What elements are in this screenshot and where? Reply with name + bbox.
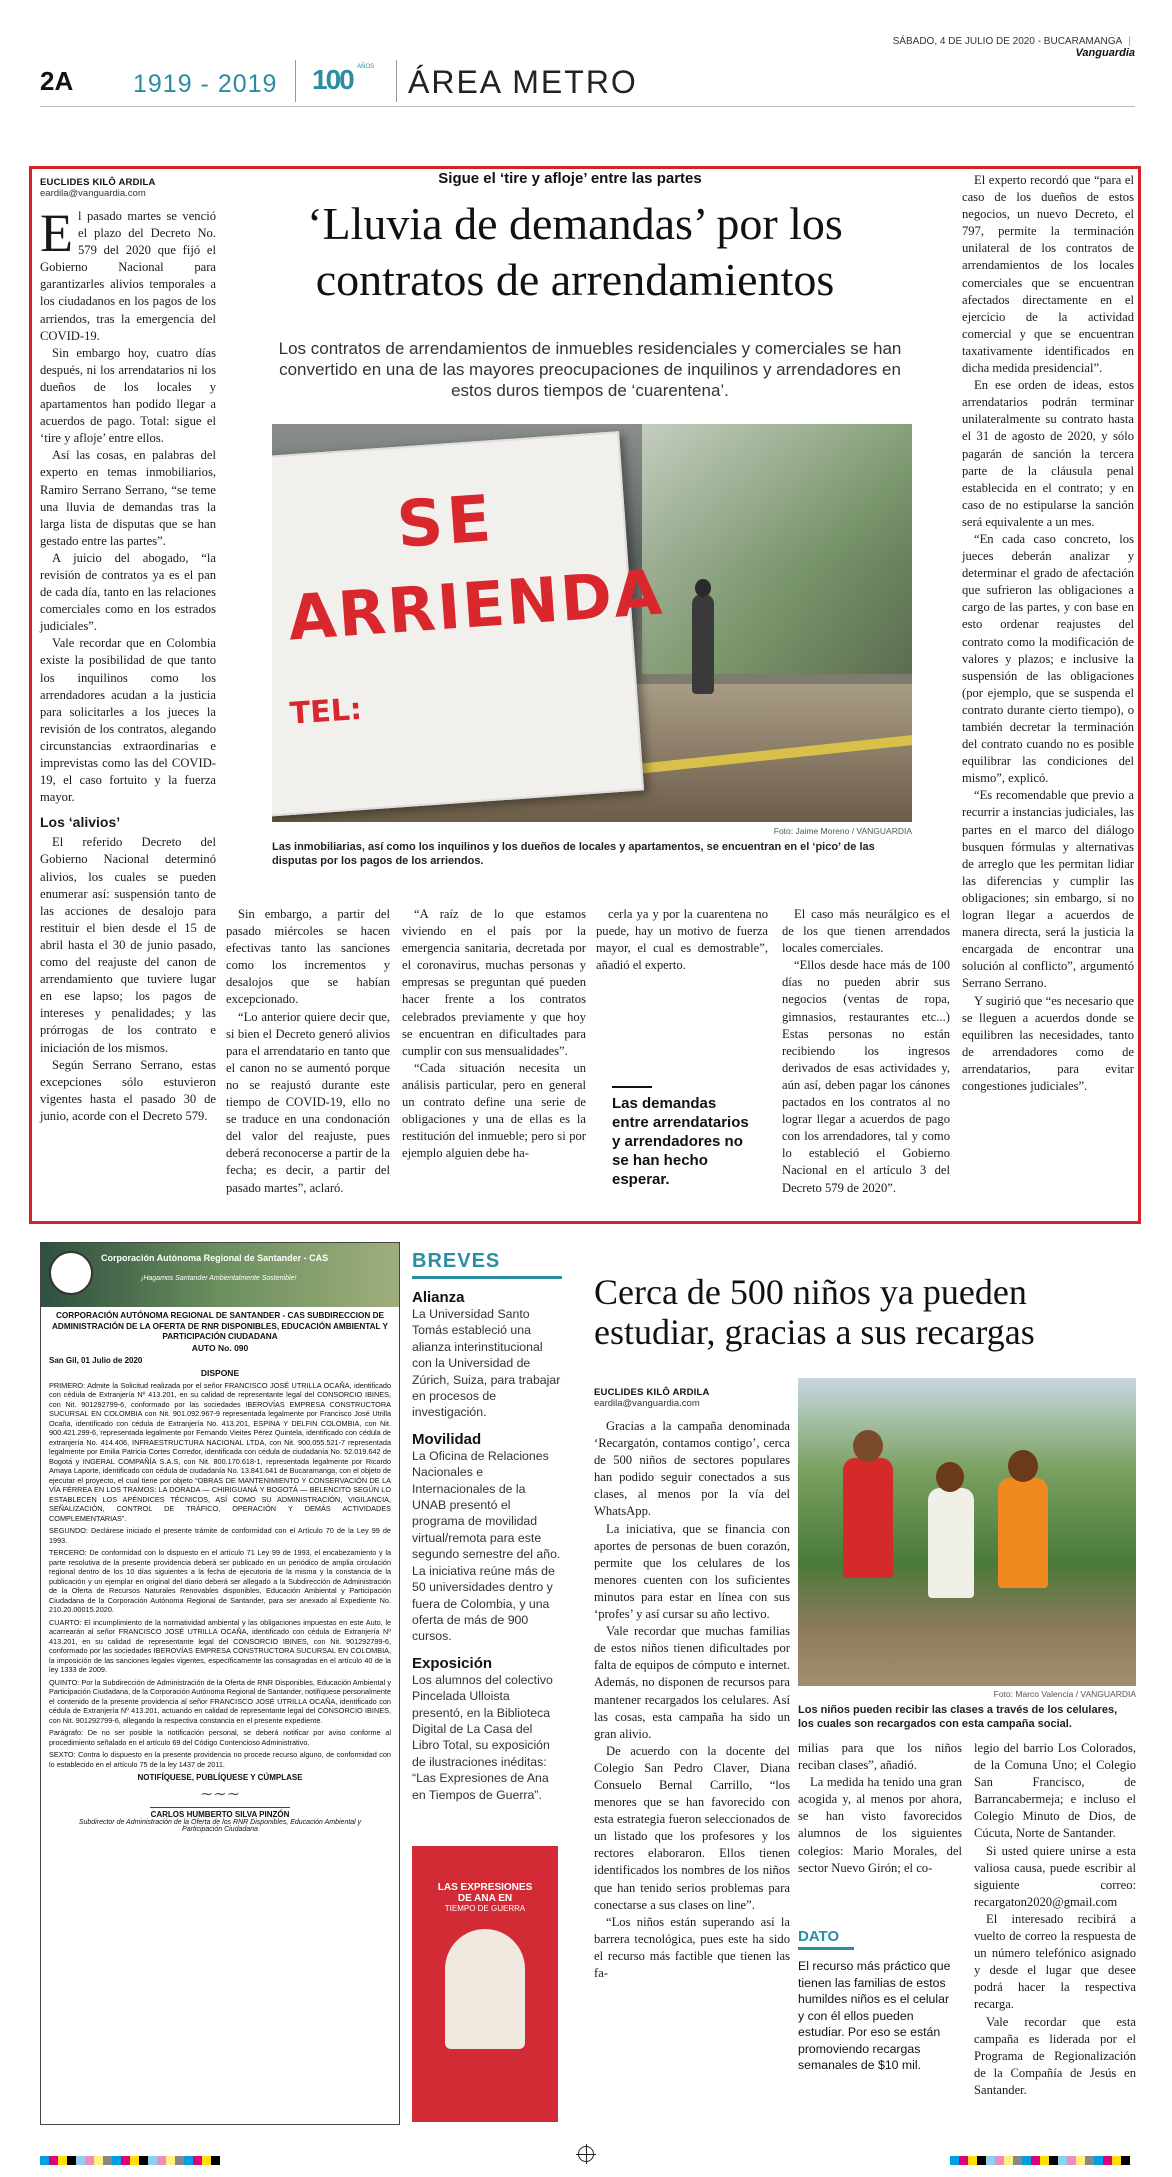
poster-line1: LAS EXPRESIONES <box>437 1882 533 1893</box>
kid-3-head <box>1008 1450 1038 1482</box>
dato-header: DATO <box>798 1928 854 1950</box>
legal-notice <box>40 1242 400 2125</box>
header-divider-2 <box>396 60 397 102</box>
col2-para-2: “Lo anterior quiere decir que, si bien el Decreto generó alivios para el arrendatario en tanto que el canon no se aumentó porque no se reajustó durante este tiempo de COVID-19, ello no se traduce en una condonación del valor del reajuste, pues deberá reconocerse a partir de la fecha; es decir, a partir del pasado martes”, aclaró. <box>226 1009 390 1195</box>
breves-item-alianza <box>412 1289 562 1421</box>
col1-para-6: El referido Decreto del Gobierno Nacional determinó alivios, los cuales se pueden enumerar así: suspensión tanto de las acciones de desalojo para restituir el bien desde el 15 de abril hasta el 30 de junio pasado, como del reajuste del canon de arrendamiento que tuviere lugar en ese lapso; los pagos de intereses y penalidades; y las prórrogas de los contrato e iniciación de los mismos. <box>40 835 216 1055</box>
kids-col3-para-1: legio del barrio Los Colorados, de la Comuna Uno; el Colegio San Francisco, de Barrancabermeja; e incluso el Colegio Minuto de Dios, de Cúcuta, Norte de Santander. <box>974 1741 1136 1841</box>
col1-para-4: A juicio del abogado, “la revisión de contratos ya es el pan de cada día, tanto en las relaciones comerciales como en los estrados judiciales”. <box>40 550 216 634</box>
kids-photo-caption: Los niños pueden recibir las clases a través de los celulares, los cuales son recargados con esta campaña social. <box>798 1704 1118 1730</box>
kids-headline-line1: Cerca de 500 niños ya pueden <box>594 1272 1027 1312</box>
notice-title: CORPORACIÓN AUTÓNOMA REGIONAL DE SANTANDER - CAS SUBDIRECCION DE ADMINISTRACIÓN DE LA OFERTA DE RNR DISPONIBLES, EDUCACIÓN AMBIENTAL Y PARTICIPACIÓN CIUDADANA <box>52 1311 388 1341</box>
page-number: 2A <box>40 66 74 96</box>
notice-dispone: DISPONE <box>200 1367 240 1378</box>
exposicion-poster <box>412 1846 558 2122</box>
col6-para-2: En ese orden de ideas, estos arrendatarios podrán terminar unilateralmente su contrato hasta el 31 de agosto de 2020, y sólo pagarán de sanción la tercera parte de la cláusula penal establecida en el contrato; y en caso de no estipularse la sanción será equivalente a un mes. <box>962 378 1134 529</box>
kids-author: EUCLIDES KILÔ ARDILA <box>594 1387 710 1398</box>
subhead-alivios: Los ‘alivios’ <box>40 814 121 831</box>
main-col-5 <box>782 906 950 1197</box>
kids-photo-credit: Foto: Marco Valencia / VANGUARDIA <box>993 1689 1136 1699</box>
anniversary-sub: AÑOS <box>357 64 375 70</box>
kids-col1-para-4: De acuerdo con la docente del Colegio San Pedro Claver, Diana Consuelo Bernal Carrillo, “los menores que se han favorecido con esta estrategia fueron seleccionados de un listado que los profesores y los rectores elaboraron. Ellos tienen identificados los nombres de los niños que han tenido serios problemas para conectarse a sus clases on line”. <box>594 1743 790 1912</box>
kid-1-head <box>853 1430 883 1462</box>
pullquote <box>612 1086 752 1189</box>
poster-line2: DE ANA EN <box>457 1893 513 1904</box>
notice-body-5: QUINTO: Por la Subdirección de Administración de la Oferta de RNR Disponibles, Educación Ambiental y Participación Ciudadana, de la Corporación Autónoma Regional de Santander, notifíquese personalmente el contenido de la presente providencia al señor FRANCISCO JOSÉ UTRILLA OCAÑA, identificado con cédula de Extranjería Nº 413.201, actuando en calidad de representante legal del CONSORCIO IBINES, con Nit. 901292799-6, allegando la respectiva constancia en el presente expediente. <box>49 1677 391 1725</box>
col2-para-1: Sin embargo, a partir del pasado miércoles se hacen efectivas tanto las sanciones como los incrementos y desalojos que se habían excepcionado. <box>226 907 390 1007</box>
main-photo-credit: Foto: Jaime Moreno / VANGUARDIA <box>773 826 912 836</box>
breves-text-alianza: La Universidad Santo Tomás estableció una alianza interinstitucional con la Universidad de Zúrich, Suiza, para trabajar en procesos de investigación. <box>412 1307 561 1420</box>
col6-para-4: “Es recomendable que previo a recurrir a instancias judiciales, las partes en el marco del diálogo busquen fórmulas y alternativas de arreglo que les permitan lidiar las diferencias y cumplir las obligaciones; sin embargo, si no logran llegar a acuerdos de manera directa, será la justicia la encargada de encontrar una solución al conflicto”, argumentó Serrano Serrano. <box>962 788 1134 991</box>
notice-signer: CARLOS HUMBERTO SILVA PINZÓN <box>150 1810 290 1819</box>
breves-title-exposicion: Exposición <box>412 1654 493 1672</box>
notice-banner-title: Corporación Autónoma Regional de Santander - CAS <box>101 1253 329 1263</box>
dato-text: El recurso más práctico que tienen las familias de estos humildes niños es el celular y con él ellos pueden estudiar. Por eso se están promoviendo recargas semanales de $10 mil. <box>798 1959 951 2072</box>
kids-byline <box>594 1387 710 1409</box>
photo-sign <box>272 431 667 817</box>
anniversary-logo <box>312 64 384 98</box>
col1-para-1: l pasado martes se venció el plazo del Decreto No. 579 del 2020 que fijó el Gobierno Nacional para garantizarles alivios temporales a los ciudadanos en los pagos de los arriendos, tras la emergencia del COVID-19. <box>40 209 216 343</box>
notice-banner <box>41 1243 399 1307</box>
main-lead: Los contratos de arrendamientos de inmuebles residenciales y comerciales se han convertido en una de las mayores preocupaciones de inquilinos y arrendadores en estos duros tiempos de ‘cuarentena’. <box>278 339 902 400</box>
kids-col2-para-1: milias para que los niños reciban clases”, añadió. <box>798 1741 962 1773</box>
color-bar-right <box>950 2150 1130 2169</box>
photo-person-head <box>695 579 711 597</box>
breves-text-exposicion: Los alumnos del colectivo Pincelada Ulloista presentó, en la Biblioteca Digital de La Casa del Libro Total, su exposición de ilustraciones inéditas: “Las Expresiones de Ana en Tiempos de Guerra”. <box>412 1672 553 1802</box>
notice-signature: ∼∼∼ <box>150 1784 290 1808</box>
col6-para-1: El experto recordó que “para el caso de los dueños de estos negocios, un nuevo Decreto, el 797, permite la terminación unilateral de los contratos de arrendamientos de los locales comerciales que se encuentran afectados directamente en el ejercicio de la actividad comercial y que se encuentran taxativamente identificados en dicha medida presidencial”. <box>962 173 1134 376</box>
pullquote-rule <box>612 1086 652 1088</box>
sign-bottom-text: ARRIENDA <box>285 555 667 655</box>
col5-para-1: El caso más neurálgico es el de los que tienen arrendados locales comerciales. <box>782 907 950 956</box>
poster-line3: TIEMPO DE GUERRA <box>444 1904 526 1913</box>
years-label: 1919 - 2019 <box>133 70 278 98</box>
notice-logo <box>49 1251 93 1295</box>
breves-title-alianza: Alianza <box>412 1289 465 1306</box>
col3-para-2: “Cada situación necesita un análisis particular, pero en general un contrato define una serie de obligaciones y una de ellas es la restitución del inmueble; pero si por ejemplo alguien debe ha- <box>402 1060 586 1161</box>
breves-title-movilidad: Movilidad <box>412 1430 482 1448</box>
notice-date: San Gil, 01 Julio de 2020 <box>49 1355 143 1365</box>
kids-email: eardila@vanguardia.com <box>594 1398 700 1409</box>
notice-body <box>41 1381 399 1770</box>
kid-3 <box>998 1478 1048 1588</box>
main-photo-caption: Las inmobiliarias, así como los inquilinos y los dueños de locales y apartamentos, se encuentran en el ‘pico’ de las disputas por los pagos de los arriendos. <box>272 841 875 867</box>
main-col-3 <box>402 906 586 1162</box>
main-col-2 <box>226 906 390 1197</box>
section-title: ÁREA METRO <box>408 64 638 100</box>
date-line: SÁBADO, 4 DE JULIO DE 2020 - BUCARAMANGA | Vanguardia <box>892 36 1135 59</box>
kids-col1-para-2: La iniciativa, que se financia con aportes de personas de buen corazón, permite que los celulares de los menores cuenten con los suficientes minutos para estar en línea con sus ‘profes’ y así cursar su año lectivo. <box>594 1521 790 1622</box>
header-rule <box>40 106 1135 107</box>
kids-photo <box>798 1378 1136 1686</box>
kid-2 <box>928 1488 974 1598</box>
kids-col-3 <box>974 1740 1136 2099</box>
notice-body-4: CUARTO: El incumplimiento de la normatividad ambiental y las obligaciones impuestas en este Auto, le acarrearán al señor FRANCISCO JOSÉ UTRILLA OCAÑA, identificado con cédula de Extranjería Nº 413.201, en su calidad de representante legal del CONSORCIO IBINES, con Nit. 901292799-6, conformado por las sociedades IBEROVÍAS EMPRESA CONSTRUCTORA SUCURSAL EN COLOMBIA, la imposición de las sanciones legales vigentes, específicamente las consagradas en el artículo 40 de la ley 1333 de 2009. <box>49 1617 391 1674</box>
kids-col2-para-2: La medida ha tenido una gran acogida y, al menos por ahora, se han visto favorecidos alumnos de los siguientes colegios: Mario Morales, del sector Nuevo Girón; el co- <box>798 1775 962 1875</box>
breves-header: BREVES <box>412 1250 562 1279</box>
col6-para-3: “En cada caso concreto, los jueces deberán analizar y determinar el grado de afectación que sufrieron las obligaciones a cargo de las partes, y con base en esto ordenar reajustes del contrato como la modificación de valores y plazos; e inclusive la suspensión de las obligaciones (por ejemplo, que se suspenda el contrato durante cierto tiempo), o también decretar la terminación del contrato cuando no es posible equilibrar las condiciones del mismo”, explicó. <box>962 531 1134 786</box>
notice-body-7: SEXTO: Contra lo dispuesto en la presente providencia no procede recurso alguno, de conformidad con lo establecido en el artículo 75 de la ley 1437 de 2011. <box>49 1750 391 1769</box>
kids-col3-para-4: Vale recordar que esta campaña es liderada por el Programa de Regionalización de la Compañía de Jesús en Santander. <box>974 2014 1136 2097</box>
col4-para-1: cerla ya y por la cuarentena no puede, hay un motivo de fuerza mayor, el cual es demostrable”, añadió el experto. <box>596 907 768 973</box>
kids-col3-para-2: Si usted quiere unirse a esta valiosa causa, puede escribir al siguiente correo: recargaton2020@gmail.com <box>974 1843 1136 1909</box>
sign-top-text: SE <box>394 482 498 563</box>
anniversary-number: 100 <box>312 64 353 95</box>
notice-body-1: PRIMERO: Admite la Solicitud realizada por el señor FRANCISCO JOSÉ UTRILLA OCAÑA, identificado con cédula de Extranjería Nº 413.201, en su calidad de representante legal del CONSORCIO IBINES, con Nit. 901292799-6, conformado por las sociedades IBEROVÍAS EMPRESA CONSTRUCTORA SUCURSAL EN COLOMBIA con Nit. 901.092.967-9 representada legalmente por Francisco José Utrilla Ocaña, identificado con cédula de Extranjería No. 413.201, ESPINA Y DELFIN COLOMBIA, con Nit. 900.421.299-6, representada legalmente por Fernando Vieites Pérez Quintela, identificado con cédula de extranjería No. 414.406, INFRAESTRUCTURA NACIONAL LTDA, con Nit. 900.055.521-7 representada legalmente por Emilia Patricia Cortes Corredor, identificada con cédula de ciudadanía No. 52.019.642 de Bogotá y INGERAL COMPAÑÍA S.A.S, con Nit. 800.170.618-1, representada legalmente por Ricardo Amaya Laporte, identificado con cédula de ciudadanía No. 13.841.641 de Bucaramanga, con el objeto de ejecutar el proyecto, el cual tiene por objeto “OBRAS DE MANTENIMIENTO Y CONSERVACIÓN DE LA VÍA FÉRREA EN LOS TRAMOS: LA DORADA — CHIRIGUANÁ Y BOGOTÁ — BELENCITO SEGÚN LO ESTABLECEN LOS APÉNDICES TÉCNICOS, ASÍ COMO SU ADMINISTRACIÓN, VIGILANCIA, SEÑALIZACIÓN, CONTROL DE TRÁFICO, OPERACIÓN Y DEMÁS ACTIVIDADES COMPLEMENTARIAS”. <box>49 1380 391 1523</box>
main-headline-line2: contratos de arrendamientos <box>315 254 835 305</box>
breves-item-movilidad <box>412 1431 562 1645</box>
main-col-6 <box>962 172 1134 1095</box>
kids-col1-para-3: Vale recordar que muchas familias de estos niños tienen dificultades por falta de equipos de cómputo e internet. Además, no disponen de recursos para mantener recargados los celulares. Así las cosas, esta campaña ha sido un gran alivio. <box>594 1624 790 1741</box>
col1-para-3: Así las cosas, en palabras del experto en temas inmobiliarios, Ramiro Serrano Serrano, “se teme una lluvia de demandas tras la larga lista de disputas que se han gestado entre las partes”. <box>40 448 216 548</box>
photo-person <box>692 594 714 694</box>
notice-auto: AUTO No. 090 <box>191 1342 249 1353</box>
kids-headline-line2: estudiar, gracias a sus recargas <box>594 1312 1035 1352</box>
kids-col1-para-5: “Los niños están superando así la barrera tecnológica, pues este ha sido el recurso más factible que tienen las fa- <box>594 1914 790 1980</box>
main-byline <box>40 177 156 199</box>
poster-illustration <box>445 1929 525 2049</box>
sign-tel-text: TEL: <box>288 691 364 732</box>
drop-cap: E <box>40 203 73 263</box>
kid-2-head <box>936 1462 964 1492</box>
kids-col3-para-3: El interesado recibirá a vuelto de correo la respuesta de un número telefónico asignado y desde el lugar que desee podrá hacer la respectiva recarga. <box>974 1911 1136 2012</box>
color-bar-left <box>40 2150 220 2169</box>
main-email: eardila@vanguardia.com <box>40 188 146 199</box>
kids-col-2 <box>798 1740 962 1877</box>
breves-item-exposicion <box>412 1655 562 1803</box>
notice-body-2: SEGUNDO: Declárese iniciado el presente trámite de conformidad con el Artículo 70 de la Ley 99 de 1993. <box>49 1526 391 1545</box>
breves-column <box>412 1250 562 1803</box>
main-col-1 <box>40 203 216 1125</box>
registration-mark-icon <box>578 2146 594 2162</box>
photo-window-light <box>642 424 912 674</box>
col1-para-7: Según Serrano Serrano, estas excepciones sólo estuvieron vigentes hasta el pasado 30 de junio, acorde con el Decreto 579. <box>40 1057 216 1123</box>
col1-para-2: Sin embargo hoy, cuatro días después, ni los arrendatarios ni los dueños de los locales y apartamentos han podido llegar a acuerdos de pago. Total: sigue el ‘tire y afloje’ entre ellos. <box>40 345 216 446</box>
dato-box <box>798 1928 958 2074</box>
col5-para-2: “Ellos desde hace más de 100 días no pueden abrir sus negocios (ventas de ropa, gimnasios, restaurantes etc...) Estas personas no están recibiendo los ingresos derivados de esas actividades y, aún así, deben pagar los cánones pactados en los contratos al no lograr llegar a acuerdos de pago con los arrendadores, tal y como lo estableció el Gobierno Nacional en el artículo 3 del Decreto 579 de 2020”. <box>782 958 950 1195</box>
kids-headline <box>594 1272 1144 1352</box>
main-photo <box>272 424 912 822</box>
col6-para-5: Y sugirió que “es necesario que se lleguen a acuerdos donde se equilibren las necesidades, tanto de arrendadores como de arrendatarios, para evitar congestiones judiciales”. <box>962 993 1134 1093</box>
col3-para-1: “A raíz de lo que estamos viviendo en el país por la emergencia sanitaria, decretada por el coronavirus, muchas personas y empresas se preguntan qué pueden hacer frente a los contratos celebrados previamente y que hoy se encuentran en dificultades para cumplir con sus mensualidades”. <box>402 907 586 1058</box>
breves-text-movilidad: La Oficina de Relaciones Nacionales e Internacionales de la UNAB presentó el programa de movilidad virtual/remota para este segundo semestre del año. La iniciativa reúne más de 50 universidades dentro y fuera de Colombia, y una oferta de más de 900 cursos. <box>412 1448 561 1644</box>
notice-body-3: TERCERO: De conformidad con lo dispuesto en el artículo 71 Ley 99 de 1993, el encabezamiento y la parte resolutiva de la presente providencia deberá ser publicado en un periódico de amplia circulación regional dentro de los 10 días siguientes a la fecha de ejecutoria de la misma y la constancia de la publicación y un ejemplar en original del diario deberá ser allegado a la Subdirección de Administración de la Oferta de Recursos Naturales Renovables disponibles, Educación Ambiental y Participación Ciudadana de la Corporación Autónoma Regional de Santander, para ser anexado al Expediente No. 210.20.00015.2020. <box>49 1548 391 1614</box>
main-headline <box>230 196 920 308</box>
notice-signer-role: Subdirector de Administración de la Oferta de los RNR Disponibles, Educación Ambiental y Participación Ciudadana <box>78 1819 362 1833</box>
notice-closing: NOTIFÍQUESE, PUBLÍQUESE Y CÚMPLASE <box>137 1773 303 1782</box>
notice-banner-sub: ¡Hagamos Santander Ambientalmente Sostenible! <box>141 1275 297 1282</box>
pullquote-text: Las demandas entre arrendatarios y arrendadores no se han hecho esperar. <box>612 1095 749 1188</box>
kid-1 <box>843 1458 893 1578</box>
date-text: SÁBADO, 4 DE JULIO DE 2020 - BUCARAMANGA <box>892 36 1122 47</box>
notice-body-6: Parágrafo: De no ser posible la notificación personal, se deberá notificar por aviso conforme al procedimiento señalado en el artículo 69 del Código Contencioso Administrativo. <box>49 1728 391 1747</box>
main-col-4 <box>596 906 768 974</box>
kids-col-1 <box>594 1418 790 1982</box>
col1-para-5: Vale recordar que en Colombia existe la posibilidad de que tanto los inquilinos como los arrendadores acudan a la justicia para solicitarles a los jueces la revisión de los contratos, alegando circunstancias extraordinarias e imprevistas como las del COVID-19, el caso fortuito y la fuerza mayor. <box>40 636 216 805</box>
header-divider-1 <box>295 60 296 102</box>
main-kicker: Sigue el ‘tire y afloje’ entre las partes <box>438 170 702 187</box>
main-headline-line1: ‘Lluvia de demandas’ por los <box>307 198 843 249</box>
kids-col1-para-1: Gracias a la campaña denominada ‘Recargatón, contamos contigo’, cerca de 500 niños de sectores populares han podido seguir conectados a sus clases, al menos por la vía del WhatsApp. <box>594 1419 790 1519</box>
brand-logo: Vanguardia <box>1075 47 1135 59</box>
main-author: EUCLIDES KILÔ ARDILA <box>40 177 156 188</box>
